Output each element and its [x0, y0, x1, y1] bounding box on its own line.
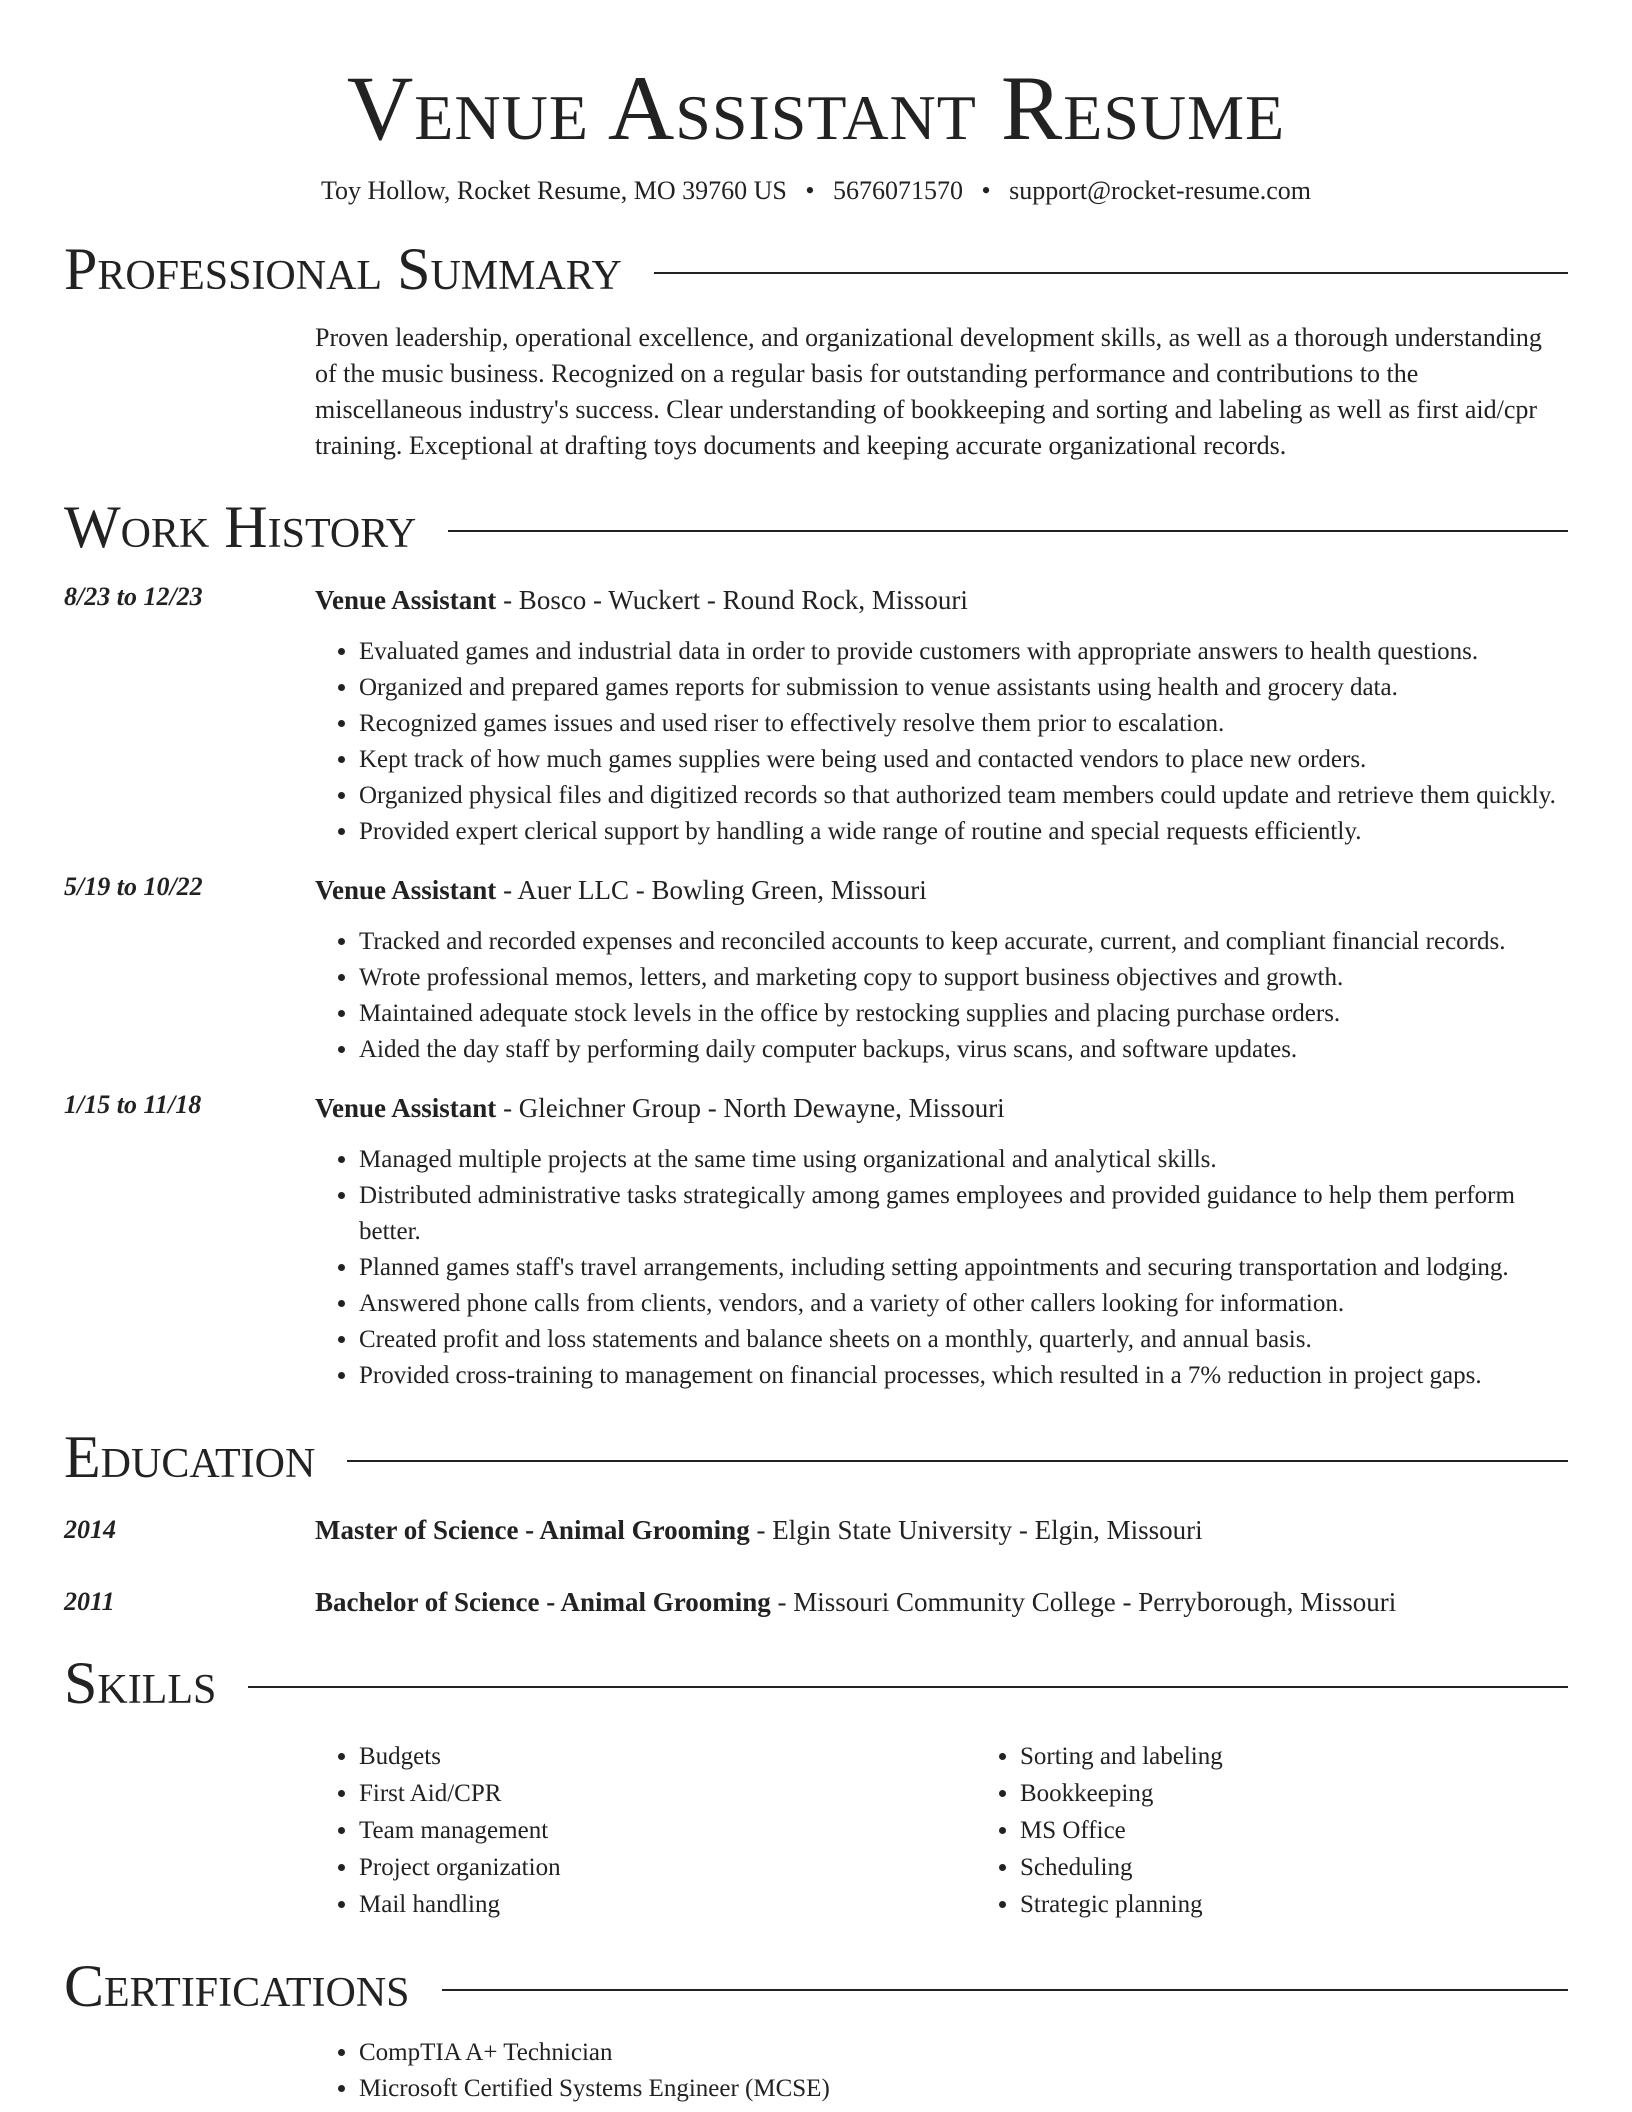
skills-row [64, 1716, 1568, 1923]
education-heading: Education [64, 1423, 316, 1490]
job-title: Venue Assistant [315, 1092, 497, 1123]
job-bullet: • Organized and prepared games reports for submission to venue assistants using health and grocery data. [359, 670, 1568, 706]
job-bullet: • Maintained adequate stock levels in the office by restocking supplies and placing purchase orders. [359, 996, 1568, 1032]
work-section-header [64, 494, 1568, 560]
job-dates: 1/15 to 11/18 [64, 1089, 202, 1119]
job-title: Venue Assistant [315, 874, 497, 905]
skill-item: • Bookkeeping [1020, 1775, 1223, 1812]
certifications-heading: Certifications [64, 1952, 410, 2019]
education-year: 2014 [64, 1514, 116, 1544]
job-bullet: • Provided expert clerical support by handling a wide range of routine and special requests efficiently. [359, 814, 1568, 850]
job-company: - Gleichner Group - North Dewayne, Missouri [496, 1092, 1005, 1123]
skill-item: • First Aid/CPR [359, 1775, 976, 1812]
education-year: 2011 [64, 1586, 115, 1616]
education-entry [64, 1512, 1568, 1548]
certification-item: • CompTIA A+ Technician [359, 2035, 1568, 2071]
job-bullet: • Planned games staff's travel arrangements, including setting appointments and securing transportation and lodging. [359, 1250, 1568, 1286]
education-section-header [64, 1424, 1568, 1490]
skill-item: • Project organization [359, 1849, 976, 1886]
job-bullet: • Provided cross-training to management on financial processes, which resulted in a 7% reduction in project gaps. [359, 1358, 1568, 1394]
work-heading: Work History [64, 493, 417, 560]
section-rule [248, 1686, 1568, 1688]
skill-item: • Scheduling [1020, 1849, 1223, 1886]
job-dates: 8/23 to 12/23 [64, 581, 203, 611]
skills-section-header [64, 1650, 1568, 1716]
job-company: - Auer LLC - Bowling Green, Missouri [496, 874, 927, 905]
job-bullet: • Kept track of how much games supplies were being used and contacted vendors to place new orders. [359, 742, 1568, 778]
job-bullet: • Distributed administrative tasks strategically among games employees and provided guidance to help them perform better. [359, 1178, 1568, 1250]
summary-heading: Professional Summary [64, 235, 622, 302]
job-bullet: • Managed multiple projects at the same time using organizational and analytical skills. [359, 1142, 1568, 1178]
contact-line [64, 176, 1568, 206]
job-list [64, 582, 1568, 1394]
skill-item: • Sorting and labeling [1020, 1738, 1223, 1775]
summary-section-header [64, 236, 1568, 302]
job-bullet: • Wrote professional memos, letters, and marketing copy to support business objectives and growth. [359, 960, 1568, 996]
job-bullet: • Recognized games issues and used riser to effectively resolve them prior to escalation. [359, 706, 1568, 742]
job-entry [64, 582, 1568, 850]
skill-item: • MS Office [1020, 1812, 1223, 1849]
section-rule [442, 1989, 1568, 1991]
job-header [315, 1090, 1568, 1126]
certifications-list [315, 2035, 1568, 2107]
job-entry [64, 1090, 1568, 1394]
section-rule [347, 1460, 1568, 1462]
certifications-section-header [64, 1953, 1568, 2019]
page-title: Venue Assistant Resume [346, 57, 1286, 159]
summary-text: Proven leadership, operational excellence, and organizational development skills, as well as a thorough understanding of the music business. Recognized on a regular basis for outstanding performance and contributions to the miscellaneous industry's success. Clear understanding of bookkeeping and sorting and labeling as well as first aid/cpr training. Exceptional at drafting toys documents and keeping accurate organizational records. [315, 322, 1542, 460]
certifications-row [64, 2019, 1568, 2107]
skill-item: • Team management [359, 1812, 976, 1849]
skills-heading: Skills [64, 1649, 217, 1716]
job-header [315, 872, 1568, 908]
skills-list-right [976, 1738, 1223, 1923]
skills-list-left [315, 1738, 976, 1923]
job-bullet: • Organized physical files and digitized records so that authorized team members could update and retrieve them quickly. [359, 778, 1568, 814]
section-rule [654, 272, 1568, 274]
education-entry [64, 1584, 1568, 1620]
education-list [64, 1512, 1568, 1620]
contact-separator: • [981, 175, 991, 205]
job-bullets [315, 634, 1568, 850]
job-bullet: • Aided the day staff by performing daily computer backups, virus scans, and software updates. [359, 1032, 1568, 1068]
education-degree: Bachelor of Science - Animal Grooming [315, 1586, 771, 1617]
education-degree: Master of Science - Animal Grooming [315, 1514, 750, 1545]
contact-separator: • [805, 175, 815, 205]
skill-item: • Strategic planning [1020, 1886, 1223, 1923]
job-bullet: • Answered phone calls from clients, vendors, and a variety of other callers looking for information. [359, 1286, 1568, 1322]
job-dates: 5/19 to 10/22 [64, 871, 203, 901]
job-title: Venue Assistant [315, 584, 497, 615]
section-rule [448, 530, 1568, 532]
job-bullets [315, 924, 1568, 1068]
skill-item: • Budgets [359, 1738, 976, 1775]
certification-item: • Microsoft Certified Systems Engineer (MCSE) [359, 2071, 1568, 2107]
education-school: - Missouri Community College - Perryborough, Missouri [770, 1586, 1397, 1617]
education-school: - Elgin State University - Elgin, Missouri [749, 1514, 1203, 1545]
job-company: - Bosco - Wuckert - Round Rock, Missouri [496, 584, 968, 615]
job-bullet: • Evaluated games and industrial data in order to provide customers with appropriate answers to health questions. [359, 634, 1568, 670]
job-bullets [315, 1142, 1568, 1394]
job-bullet: • Tracked and recorded expenses and reconciled accounts to keep accurate, current, and compliant financial records. [359, 924, 1568, 960]
job-bullet: • Created profit and loss statements and balance sheets on a monthly, quarterly, and annual basis. [359, 1322, 1568, 1358]
contact-email: support@rocket-resume.com [1009, 175, 1312, 205]
job-header [315, 582, 1568, 618]
skill-item: • Mail handling [359, 1886, 976, 1923]
job-entry [64, 872, 1568, 1068]
contact-phone: 5676071570 [833, 175, 963, 205]
summary-row [64, 320, 1568, 464]
contact-address: Toy Hollow, Rocket Resume, MO 39760 US [320, 175, 787, 205]
